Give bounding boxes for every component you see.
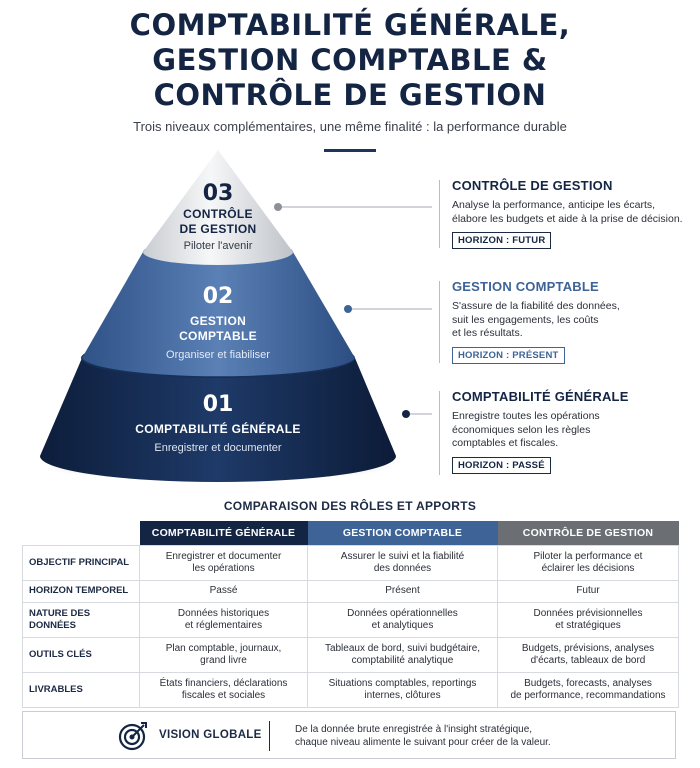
- desc-compta-line-1: Enregistre toutes les opérations: [452, 410, 600, 422]
- tier-middle-label: [128, 284, 308, 362]
- table-cell: Assurer le suivi et la fiabilité des données: [308, 546, 498, 581]
- row-label: HORIZON TEMPOREL: [23, 581, 140, 603]
- desc-compta-line-2: économiques selon les règles: [452, 423, 591, 436]
- table-cell: Budgets, forecasts, analyses de performance, recommandations: [498, 673, 679, 708]
- tier-top-label: [158, 181, 278, 253]
- table-cell: Données historiques et réglementaires: [140, 603, 308, 638]
- desc-gestion-line-1: S'assure de la fiabilité des données,: [452, 300, 620, 312]
- table-cell: Enregistrer et documenter les opérations: [140, 546, 308, 581]
- table-cell: Données prévisionnelles et stratégiques: [498, 603, 679, 638]
- table-cell: Données opérationnelles et analytiques: [308, 603, 498, 638]
- desc-controle-title: CONTRÔLE DE GESTION: [452, 178, 613, 193]
- horizon-passe-badge: HORIZON : PASSÉ: [452, 457, 551, 474]
- row-label: LIVRABLES: [23, 673, 140, 708]
- table-row: [23, 546, 679, 581]
- tier-bottom-name: COMPTABILITÉ GÉNÉRALE: [135, 422, 301, 436]
- desc-compta: [439, 389, 700, 474]
- title-line-2: GESTION COMPTABLE &: [152, 43, 548, 77]
- desc-gestion-title: GESTION COMPTABLE: [452, 279, 599, 294]
- table-cell: Tableaux de bord, suivi budgétaire, comptabilité analytique: [308, 638, 498, 673]
- header-blank-cell: [23, 521, 140, 546]
- page-subtitle: Trois niveaux complémentaires, une même finalité : la performance durable: [133, 119, 567, 134]
- target-arrow-icon: [117, 720, 149, 752]
- tier-top-name-1: CONTRÔLE: [183, 207, 253, 221]
- tier-bottom-number: 01: [202, 392, 234, 417]
- row-label: OBJECTIF PRINCIPAL: [23, 546, 140, 581]
- vision-globale-line-2: chaque niveau alimente le suivant pour créer de la valeur.: [295, 737, 551, 748]
- table-cell: Situations comptables, reportings internes, clôtures: [308, 673, 498, 708]
- tier-top-number: 03: [202, 181, 234, 206]
- horizon-futur-badge: HORIZON : FUTUR: [452, 232, 551, 249]
- header-gestion: GESTION COMPTABLE: [308, 521, 498, 546]
- table-row: [23, 638, 679, 673]
- table-cell: Piloter la performance et éclairer les décisions: [498, 546, 679, 581]
- table-row: [23, 581, 679, 603]
- header-controle: CONTRÔLE DE GESTION: [498, 521, 679, 546]
- table-cell: Futur: [498, 581, 679, 603]
- desc-controle-line-2: élabore les budgets et aide à la prise de décision.: [452, 212, 683, 225]
- tier-top-subtitle: Piloter l'avenir: [183, 240, 253, 252]
- title-line-3: CONTRÔLE DE GESTION: [153, 78, 547, 112]
- header-comptabilite: COMPTABILITÉ GÉNÉRALE: [140, 521, 308, 546]
- table-cell: Passé: [140, 581, 308, 603]
- tier-middle-name-2: COMPTABLE: [179, 329, 257, 343]
- desc-compta-title: COMPTABILITÉ GÉNÉRALE: [452, 389, 629, 404]
- vision-globale-box: [22, 711, 676, 759]
- tier-middle-name-1: GESTION: [189, 314, 247, 328]
- table-cell: États financiers, déclarations fiscales et sociales: [140, 673, 308, 708]
- comparison-table: [22, 521, 679, 708]
- table-row: [23, 603, 679, 638]
- desc-compta-line-3: comptables et fiscales.: [452, 437, 559, 449]
- table-cell: Budgets, prévisions, analyses d'écarts, tableaux de bord: [498, 638, 679, 673]
- table-cell: Présent: [308, 581, 498, 603]
- tier-middle-number: 02: [202, 284, 234, 309]
- tier-bottom-subtitle: Enregistrer et documenter: [154, 442, 282, 454]
- desc-gestion-line-3: et les résultats.: [452, 327, 523, 339]
- desc-gestion-line-2: suit les engagements, les coûts: [452, 313, 599, 326]
- vision-globale-line-1: De la donnée brute enregistrée à l'insight stratégique,: [295, 724, 533, 735]
- vision-globale-label: VISION GLOBALE: [159, 729, 262, 741]
- tier-top-name-2: DE GESTION: [179, 222, 257, 236]
- horizon-present-badge: HORIZON : PRÉSENT: [452, 347, 565, 364]
- tier-middle-subtitle: Organiser et fiabiliser: [166, 349, 270, 361]
- footer-divider: [269, 721, 270, 751]
- tier-bottom-label: [108, 392, 328, 455]
- vision-globale-text: [295, 723, 655, 749]
- table-cell: Plan comptable, journaux, grand livre: [140, 638, 308, 673]
- comparison-table-header: [23, 521, 679, 546]
- desc-controle-line-1: Analyse la performance, anticipe les écarts,: [452, 199, 656, 211]
- row-label: NATURE DES DONNÉES: [23, 603, 140, 638]
- table-row: [23, 673, 679, 708]
- row-label: OUTILS CLÉS: [23, 638, 140, 673]
- connector-middle-dot: [344, 305, 352, 313]
- title-line-1: COMPTABILITÉ GÉNÉRALE,: [129, 8, 571, 42]
- desc-controle: [439, 178, 700, 249]
- desc-gestion: [439, 279, 700, 364]
- comparison-table-title: COMPARAISON DES RÔLES ET APPORTS: [223, 499, 477, 513]
- connector-bottom-dot: [402, 410, 410, 418]
